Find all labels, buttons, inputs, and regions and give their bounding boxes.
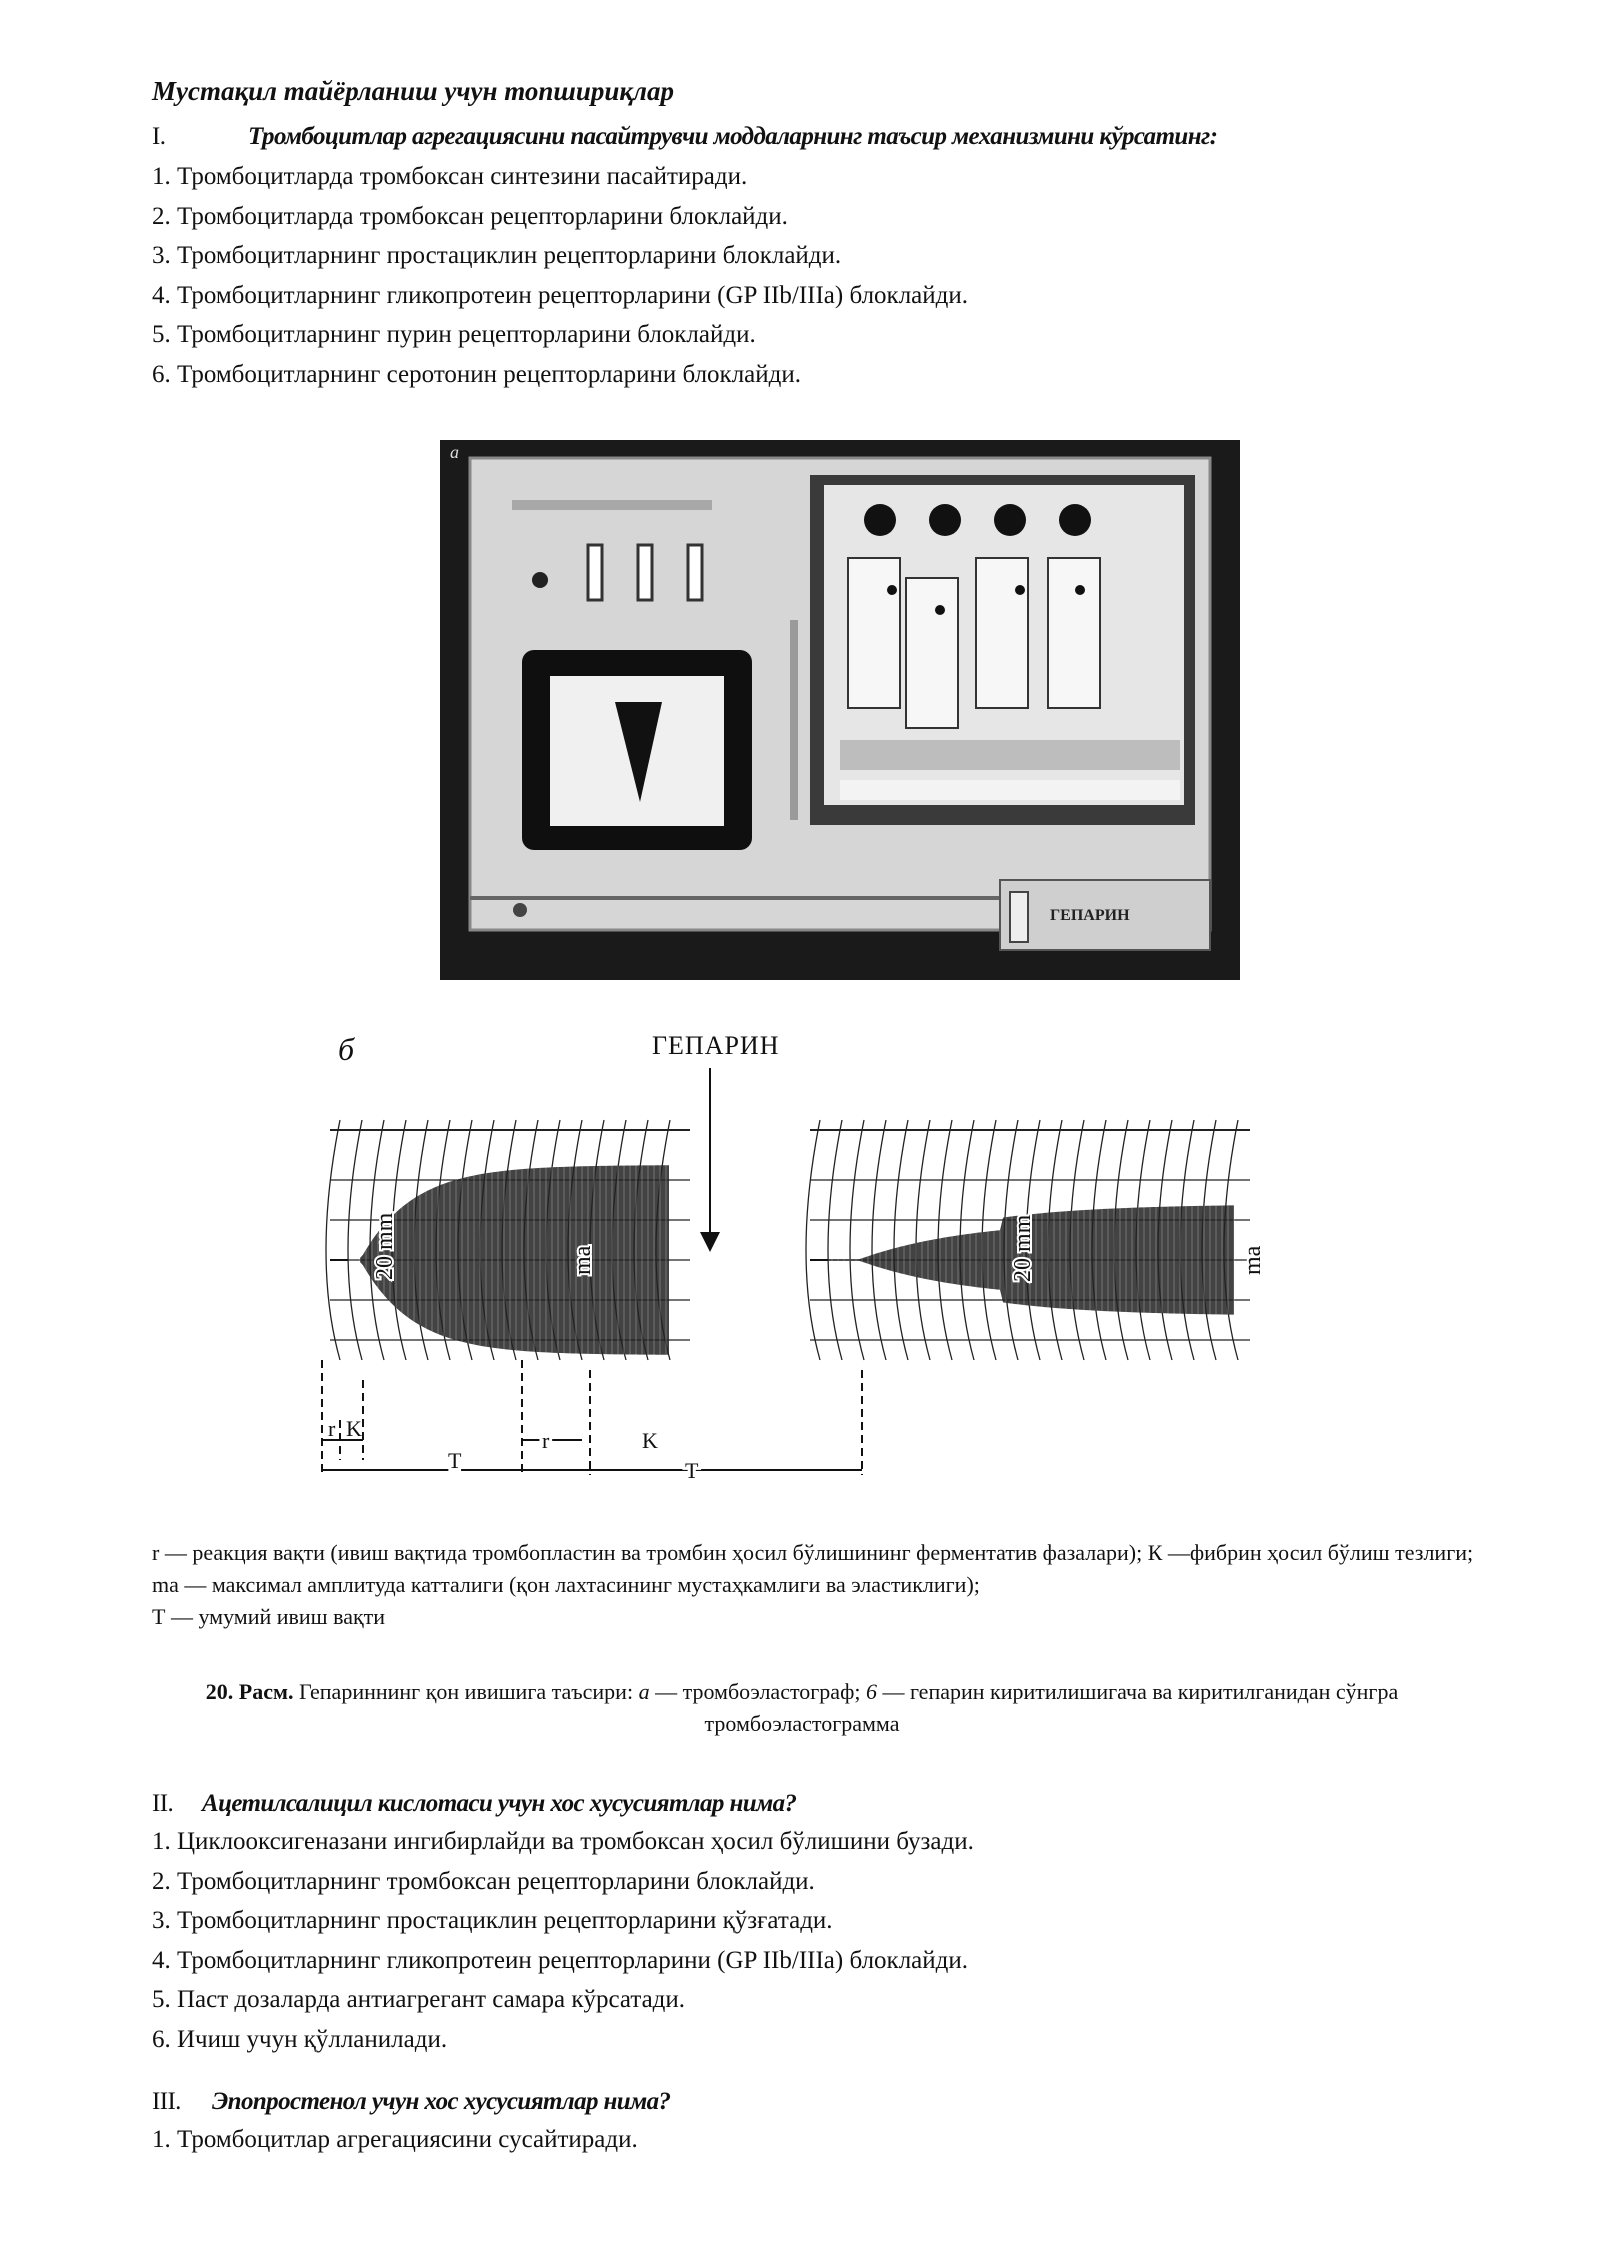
option-item: 1. Тромбоцитлар агрегациясини сусайтиради. — [152, 2126, 638, 2153]
option-item: 3. Тромбоцитларнинг простациклин рецепторларини блоклайди. — [152, 242, 842, 269]
thromboelastogram-chart — [300, 1020, 1400, 1500]
thromboelastograph-photo — [440, 440, 1240, 980]
left-r-label: r — [328, 1416, 336, 1441]
question-3-options — [152, 2120, 638, 2160]
right-t-label: T — [685, 1458, 699, 1483]
option-item: 6. Ичиш учун қўлланилади. — [152, 2025, 448, 2053]
figure-legend — [152, 1537, 1532, 1633]
right-k-label: K — [642, 1428, 658, 1453]
figure-caption-text-2: — тромбоэластограф; — [649, 1679, 866, 1704]
question-1-number: I. — [152, 123, 166, 150]
question-3-number: III. — [152, 2088, 181, 2115]
question-1-heading — [152, 123, 1217, 151]
option-item: 5. Паст дозаларда антиагрегант самара кўрсатади. — [152, 1986, 686, 2013]
right-ma-label: ma — [1240, 1245, 1266, 1275]
legend-line-3: Т — умумий ивиш вақти — [152, 1604, 386, 1629]
heparin-arrow-label: ГЕПАРИН — [652, 1031, 780, 1060]
question-3-text: Эпопростенол учун хос хусусиятлар нима? — [212, 2088, 671, 2115]
figure-caption-b: 6 — [865, 1679, 877, 1704]
question-2-options — [152, 1822, 974, 2059]
option-item: 2. Тромбоцитларнинг тромбоксан рецепторларини блоклайди. — [152, 1867, 815, 1895]
left-t-label: T — [448, 1448, 462, 1473]
question-1-options — [152, 157, 968, 394]
question-1-text: Тромбоцитлар агрегациясини пасайтрувчи моддаларнинг таъсир механизмини кўрсатинг: — [248, 123, 1218, 150]
question-2-number: II. — [152, 1790, 174, 1817]
figure-caption-a: а — [638, 1679, 650, 1704]
right-r-label: r — [542, 1428, 550, 1453]
option-item: 4. Тромбоцитларнинг гликопротеин рецепторларини (GP IIb/IIIa) блоклайди. — [152, 281, 968, 309]
figure-number: 20. Расм. — [205, 1679, 294, 1704]
chart-label-b: б — [338, 1031, 355, 1067]
figure-caption-text-3: — гепарин киритилишигача ва киритилганидан сўнгра тромбоэластограмма — [704, 1679, 1399, 1736]
option-item: 1. Циклооксигеназани ингибирлайди ва тромбоксан ҳосил бўлишини бузади. — [152, 1828, 974, 1855]
option-item: 3. Тромбоцитларнинг простациклин рецепторларини қўзғатади. — [152, 1907, 833, 1934]
option-item: 5. Тромбоцитларнинг пурин рецепторларини блоклайди. — [152, 321, 756, 348]
option-item: 2. Тромбоцитларда тромбоксан рецепторларини блоклайди. — [152, 202, 788, 230]
figure-caption — [152, 1676, 1452, 1740]
left-amplitude-label: 20 mm — [372, 1212, 398, 1280]
option-item: 1. Тромбоцитларда тромбоксан синтезини пасайтиради. — [152, 163, 748, 190]
figure-caption-text-1: Гепариннинг қон ивишига таъсири: — [293, 1679, 639, 1704]
device-label-heparin: ГЕПАРИН — [1050, 907, 1130, 924]
legend-line-2: ma — максимал амплитуда катталиги (қон лахтасининг мустаҳкамлиги ва эластиклиги); — [152, 1572, 980, 1597]
legend-line-1: r — реакция вақти (ивиш вақтида тромбопластин ва тромбин ҳосил бўлишининг ферментатив фазалари); К —фибрин ҳосил бўлиш тезлиги; — [152, 1540, 1474, 1565]
question-2-heading — [152, 1790, 796, 1818]
option-item: 4. Тромбоцитларнинг гликопротеин рецепторларини (GP IIb/IIIa) блоклайди. — [152, 1946, 968, 1974]
photo-label-a: а — [450, 442, 459, 462]
left-trace-shape — [360, 1165, 669, 1355]
question-2-text: Ацетилсалицил кислотаси учун хос хусусиятлар нима? — [202, 1790, 797, 1817]
page-title: Мустақил тайёрланиш учун топшириқлар — [152, 76, 674, 106]
option-item: 6. Тромбоцитларнинг серотонин рецепторларини блоклайди. — [152, 360, 801, 388]
left-k-label: K — [346, 1416, 362, 1441]
question-3-heading — [152, 2088, 670, 2116]
left-ma-label: ma — [570, 1245, 596, 1275]
right-amplitude-label: 20 mm — [1010, 1214, 1036, 1282]
